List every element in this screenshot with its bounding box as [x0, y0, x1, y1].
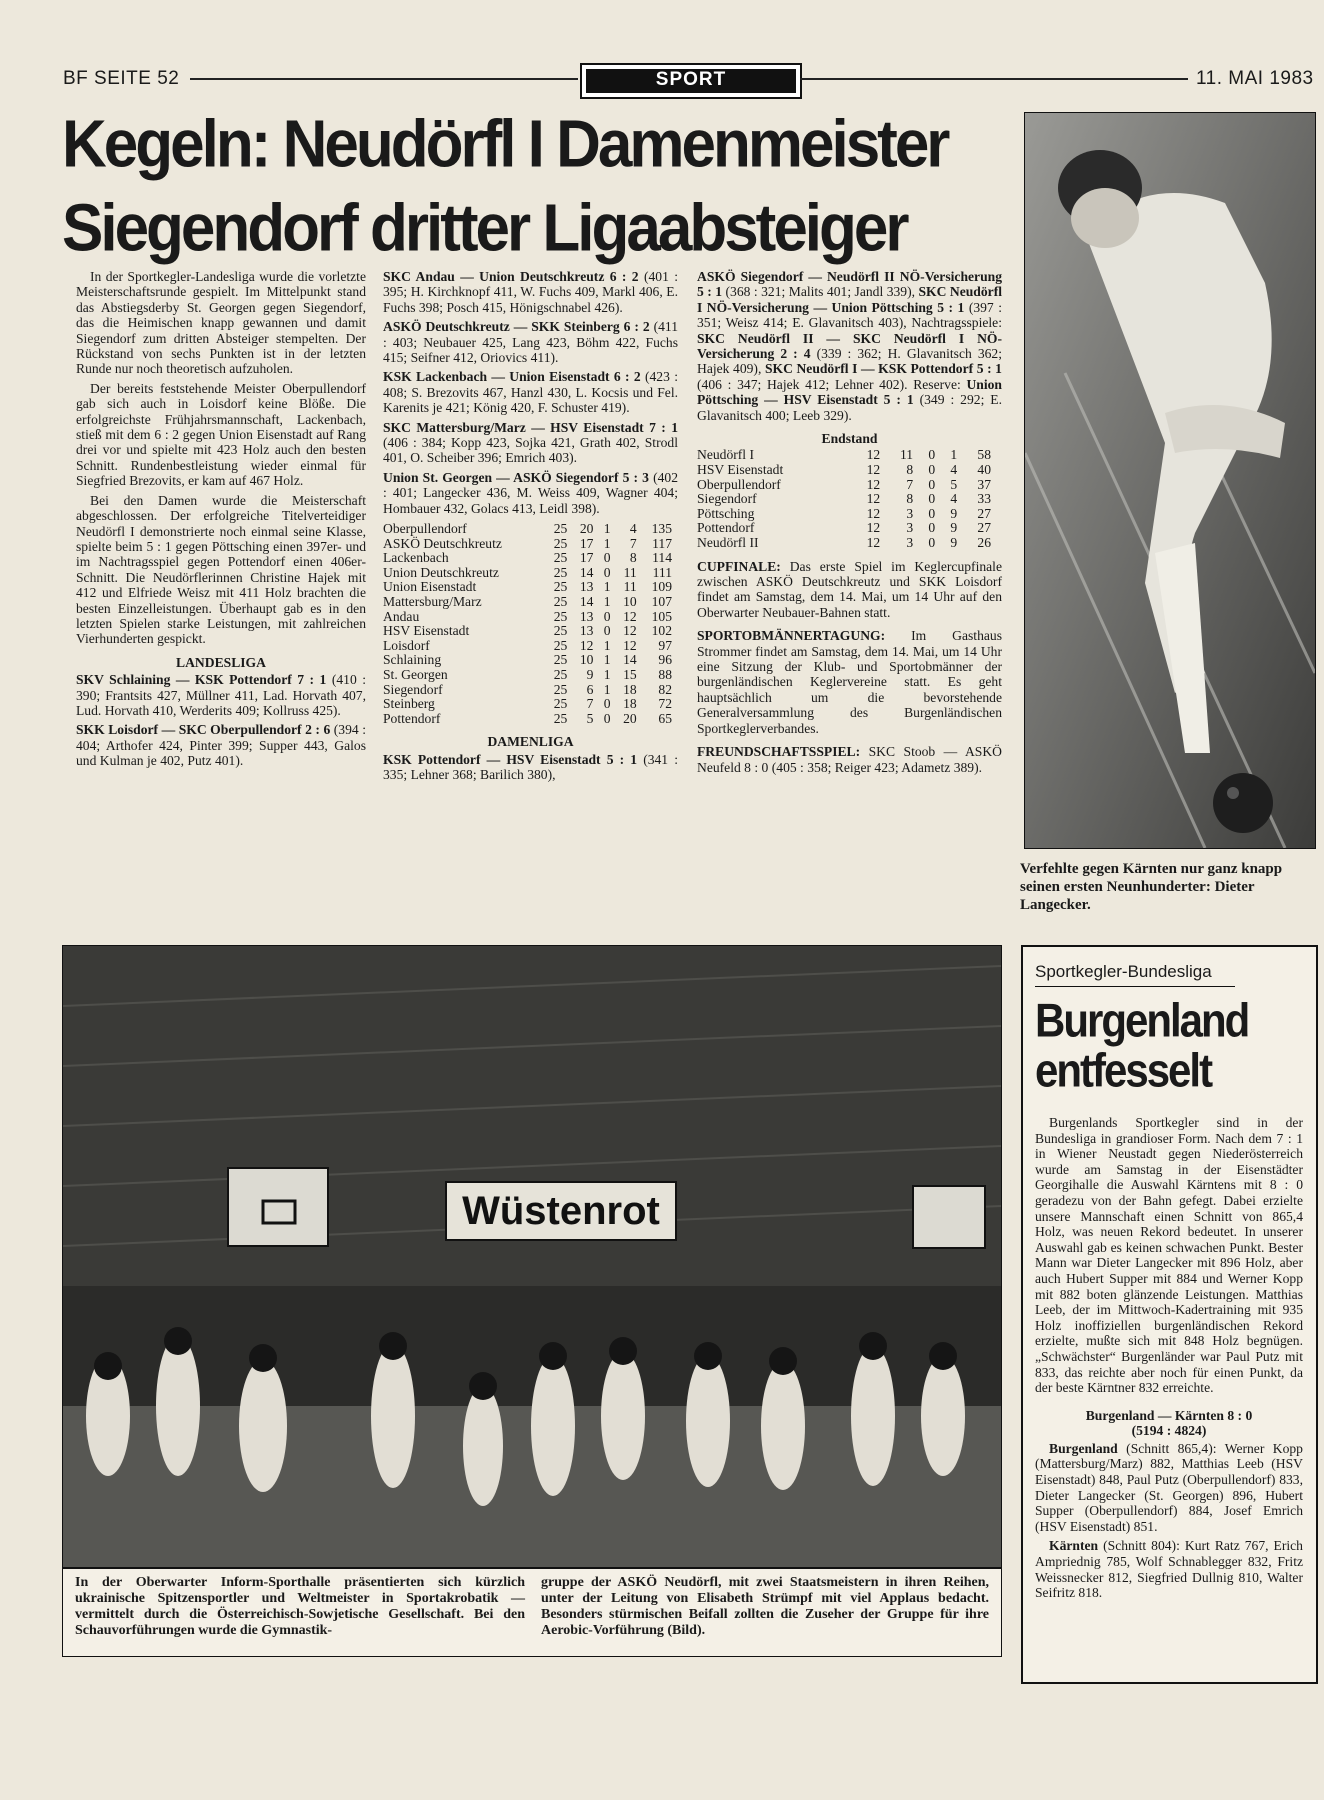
standings-value: 8	[906, 462, 914, 478]
team-name: Andau	[383, 608, 420, 624]
sidebar-kicker-rule	[1035, 986, 1235, 987]
team-name: Neudörfl I	[697, 447, 754, 463]
article-paragraph: In der Sportkegler-Landesliga wurde die vorletzte Meisterschaftsrunde gespielt. Im Mittelpunkt stand das Abstiegsderby St. Georgen gegen Siegendorf, das die Heimischen knapp gewannen und damit Siegendorf zum dritten Absteiger stempelten. Der Rückstand von sechs Punkten ist in der letzten Runde nur noch theoretisch aufzuholen.	[76, 269, 366, 377]
standings-value: 10	[623, 594, 637, 610]
banner-text: Wüstenrot	[462, 1189, 660, 1233]
gymnastics-illustration	[63, 946, 1001, 1656]
standings-value: 1	[603, 594, 611, 610]
team-name: ASKÖ Deutschkreutz	[383, 535, 502, 551]
standings-value: 14	[623, 652, 637, 668]
article-column-1	[76, 269, 366, 773]
standings-row	[383, 595, 678, 610]
standings-value: 12	[866, 462, 881, 478]
standings-value: 13	[579, 608, 594, 624]
standings-value: 1	[603, 521, 611, 537]
standings-value: 17	[579, 535, 594, 551]
article-column-2	[383, 269, 678, 787]
standings-value: 11	[623, 564, 637, 580]
standings-value: 20	[623, 710, 637, 726]
result-entry: KSK Pottendorf — HSV Eisenstadt 5 : 1 (341 : 335; Lehner 368; Barilich 380),	[383, 751, 679, 783]
endstand-heading: Endstand	[821, 431, 878, 447]
damen-standings-table	[697, 448, 997, 550]
sidebar-paragraph: Burgenlands Sportkegler sind in der Bundesliga in grandioser Form. Nach dem 7 : 1 in Wiener Neustadt gegen Niederösterreich wurde am Samstag in der Eisenstädter Georgihalle die Auswahl Kärntens mit 8 : 0 geradezu von der Bahn gefegt. Dabei erzielte unsere Mannschaft einen Schnitt von 865,4 Holz, was neuen Rekord bedeutet. In unserer Auswahl gab es keinen schwachen Punkt. Bester Mann war Dieter Langecker mit 896 Holz, aber auch Hubert Supper mit 884 und Werner Kopp mit 882 boten glänzende Leistungen. Matthias Leeb, der im Mittwoch-Kadertraining mit 935 Holz inoffiziellen burgenländischen Rekord erzielte, mußte sich mit 848 Holz begnügen. „Schwächster“ Burgenländer war Paul Putz mit 833, das reichte aber noch für einen Punkt, da der beste Kärntner 832 erreichte.	[1035, 1115, 1303, 1396]
sidebar-body	[1035, 1115, 1303, 1605]
standings-value: 18	[623, 696, 637, 712]
standings-row	[383, 683, 678, 698]
standings-value: 25	[553, 667, 568, 683]
standings-row	[383, 551, 678, 566]
standings-value: 3	[906, 505, 914, 521]
standings-value: 72	[658, 696, 672, 712]
team-name: Pottendorf	[383, 710, 441, 726]
standings-value: 25	[553, 696, 568, 712]
team-name: Schlaining	[383, 652, 442, 668]
team-name: St. Georgen	[383, 667, 448, 683]
standings-value: 3	[906, 520, 914, 536]
section-label-box	[580, 63, 802, 99]
headline-line1: Kegeln: Neudörfl I Damenmeister	[62, 106, 948, 182]
standings-row	[697, 507, 997, 522]
standings-value: 27	[977, 520, 991, 536]
standings-row	[383, 610, 678, 625]
standings-value: 96	[658, 652, 672, 668]
gymnastics-caption-left: In der Oberwarter Inform-Sporthalle präsentierten sich kürzlich ukrainische Spitzensportler und Weltmeister in Sportakrobatik — vermittelt durch die Österreichisch-Sowjetische Gesellschaft. Bei den Schauvorführungen wurde die Gymnastik-	[75, 1575, 525, 1638]
standings-value: 12	[623, 608, 637, 624]
standings-value: 8	[906, 491, 914, 507]
bowler-photo-caption: Verfehlte gegen Kärnten nur ganz knapp seinen ersten Neunhunderter: Dieter Langecker.	[1020, 861, 1283, 913]
standings-value: 10	[579, 652, 594, 668]
result-entry: SKC Andau — Union Deutschkreutz 6 : 2 (401 : 395; H. Kirchknopf 411, W. Fuchs 409, Markl 406, E. Fuchs 398; Posch 415, Hönigschnabel 426).	[383, 269, 679, 315]
standings-value: 25	[553, 550, 568, 566]
team-name: Pöttsching	[697, 505, 755, 521]
team-name: Lackenbach	[383, 550, 449, 566]
standings-row	[383, 639, 678, 654]
standings-row	[697, 492, 997, 507]
standings-value: 1	[950, 447, 958, 463]
sidebar-result-score: (5194 : 4824)	[1131, 1423, 1207, 1439]
standings-value: 12	[623, 637, 637, 653]
standings-value: 14	[579, 564, 594, 580]
team-name: HSV Eisenstadt	[383, 623, 470, 639]
standings-row	[383, 712, 678, 727]
standings-value: 88	[658, 667, 672, 683]
standings-row	[383, 697, 678, 712]
sidebar-title-line1: Burgenland	[1035, 994, 1249, 1047]
standings-value: 7	[906, 476, 914, 492]
standings-value: 0	[928, 505, 936, 521]
result-entry: ASKÖ Siegendorf — Neudörfl II NÖ-Versicherung 5 : 1 (368 : 321; Malits 401; Jandl 339), SKC Neudörfl I NÖ-Versicherung — Union Pöttsching 5 : 1 (397 : 351; Weisz 414; E. Glavanitsch 403), Nachtragsspiele: SKC Neudörfl II — SKC Neudörfl I NÖ-Versicherung 2 : 4 (339 : 362; H. Glavanitsch 362; Hajek 409), SKC Neudörfl I — KSK Pottendorf 5 : 1 (406 : 347; Hajek 412; Lehner 402). Reserve: Union Pöttsching — HSV Eisenstadt 5 : 1 (349 : 292; E. Glavanitsch 400; Leeb 329).	[697, 269, 1002, 423]
standings-value: 117	[652, 535, 672, 551]
team-name: Mattersburg/Marz	[383, 594, 482, 610]
standings-value: 25	[553, 637, 568, 653]
result-entry: SKV Schlaining — KSK Pottendorf 7 : 1 (410 : 390; Frantsits 427, Müllner 411, Lad. Horvath 407, Lud. Horvath 410, Werderits 409; Kollruss 425).	[76, 672, 367, 718]
standings-value: 1	[603, 667, 611, 683]
standings-value: 12	[866, 447, 881, 463]
standings-value: 0	[928, 535, 936, 551]
team-name: Siegendorf	[697, 491, 757, 507]
standings-row	[383, 537, 678, 552]
standings-row	[383, 668, 678, 683]
standings-value: 0	[928, 476, 936, 492]
gymnastics-caption-right: gruppe der ASKÖ Neudörfl, mit zwei Staatsmeistern in ihren Reihen, unter der Leitung von Elisabeth Strümpf mit viel Applaus bedacht. Besonders stürmischen Beifall zollten die Zuseher der Gruppe für ihre Aerobic-Vorführung (Bild).	[541, 1575, 989, 1638]
standings-value: 25	[553, 608, 568, 624]
sidebar-kaernten-lineup: Kärnten (Schnitt 804): Kurt Ratz 767, Erich Ampriednig 785, Wolf Schnablegger 832, Fritz Weissnecker 812, Siegfried Dullnig 810, Walter Seifritz 818.	[1035, 1538, 1303, 1601]
sidebar-burgenland-lineup: Burgenland (Schnitt 865,4): Werner Kopp (Mattersburg/Marz) 882, Matthias Leeb (HSV Eisenstadt) 848, Paul Putz (Oberpullendorf) 833, Dieter Langecker (St. Georgen) 896, Hubert Supper (Oberpullendorf) 884, Josef Emrich (HSV Eisenstadt) 851.	[1035, 1440, 1303, 1534]
sidebar-title-line2: entfesselt	[1035, 1044, 1212, 1097]
standings-value: 1	[603, 681, 611, 697]
standings-value: 0	[928, 491, 936, 507]
header-rule-left	[190, 78, 578, 80]
gymnastics-caption-box	[63, 1567, 1001, 1657]
team-name: Oberpullendorf	[697, 476, 781, 492]
standings-row	[383, 566, 678, 581]
standings-value: 33	[977, 491, 991, 507]
standings-value: 9	[950, 535, 958, 551]
standings-value: 0	[603, 710, 611, 726]
standings-value: 12	[866, 491, 881, 507]
standings-value: 7	[586, 696, 594, 712]
standings-value: 25	[553, 623, 568, 639]
standings-value: 13	[579, 623, 594, 639]
standings-value: 11	[623, 579, 637, 595]
standings-value: 1	[603, 579, 611, 595]
standings-value: 0	[603, 623, 611, 639]
landesliga-heading: LANDESLIGA	[176, 654, 266, 670]
team-name: Oberpullendorf	[383, 521, 467, 537]
standings-value: 12	[623, 623, 637, 639]
standings-value: 12	[866, 505, 881, 521]
standings-value: 12	[866, 476, 881, 492]
standings-value: 9	[586, 667, 594, 683]
team-name: HSV Eisenstadt	[697, 462, 784, 478]
standings-value: 11	[900, 447, 914, 463]
standings-value: 107	[651, 594, 672, 610]
standings-value: 4	[950, 491, 958, 507]
standings-value: 37	[977, 476, 991, 492]
standings-value: 18	[623, 681, 637, 697]
standings-value: 105	[651, 608, 672, 624]
team-name: Siegendorf	[383, 681, 443, 697]
bowler-illustration	[1025, 113, 1315, 848]
standings-value: 25	[553, 564, 568, 580]
gymnastics-photo	[62, 945, 1002, 1657]
standings-row	[697, 463, 997, 478]
standings-value: 0	[928, 447, 936, 463]
standings-value: 0	[603, 696, 611, 712]
standings-value: 25	[553, 710, 568, 726]
standings-value: 25	[553, 681, 568, 697]
standings-value: 1	[603, 652, 611, 668]
standings-value: 111	[652, 564, 672, 580]
standings-value: 82	[658, 681, 672, 697]
news-item-tagung: SPORTOBMÄNNERTAGUNG: Im Gasthaus Strommer findet am Samstag, dem 14. Mai, um 14 Uhr eine Sitzung der Klub- und Sportobmänner der burgenländischen Keglervereine statt. Es geht hauptsächlich um die bevorstehende Generalversammlung des Burgenländischen Sportkeglerverbandes.	[697, 628, 1002, 736]
article-paragraph: Bei den Damen wurde die Meisterschaft abgeschlossen. Der erfolgreiche Titelverteidiger Neudörfl I demonstrierte noch einmal seine Klasse, spielte beim 5 : 1 gegen Pöttsching einen 397er- und im Nachtragsspiel gegen Pottendorf einen 406er-Schnitt. Die Neudörflerinnen Christine Hajek mit 412 und Elfriede Weisz mit 411 Holz brachten die besten Einzelleistungen. Überhaupt gab es in den letzten Spielen starke Leistungen, mit zahlreichen Vierhunderten gespickt.	[76, 492, 366, 647]
standings-value: 40	[977, 462, 991, 478]
team-name: Neudörfl II	[697, 535, 759, 551]
standings-value: 109	[651, 579, 672, 595]
standings-row	[383, 522, 678, 537]
standings-row	[697, 448, 997, 463]
standings-value: 58	[977, 447, 991, 463]
result-entry: Union St. Georgen — ASKÖ Siegendorf 5 : 3 (402 : 401; Langecker 436, M. Weiss 409, Wagner 404; Hombauer 432, Golacs 413, Leidl 398).	[383, 469, 678, 516]
standings-value: 25	[553, 652, 568, 668]
issue-date: 11. MAI 1983	[1196, 68, 1314, 89]
standings-value: 4	[950, 462, 958, 478]
sidebar-kicker: Sportkegler-Bundesliga	[1035, 962, 1212, 981]
landesliga-standings-table	[383, 522, 678, 726]
result-entry: SKK Loisdorf — SKC Oberpullendorf 2 : 6 (394 : 404; Arthofer 424, Pinter 399; Supper 443, Galos und Kulman je 402, Putz 401).	[76, 722, 366, 769]
team-name: Steinberg	[383, 696, 435, 712]
standings-value: 13	[579, 579, 594, 595]
standings-value: 135	[651, 521, 672, 537]
standings-value: 65	[658, 710, 672, 726]
standings-value: 25	[553, 535, 568, 551]
standings-value: 7	[629, 535, 637, 551]
bundesliga-sidebar	[1021, 945, 1318, 1684]
standings-value: 9	[950, 520, 958, 536]
standings-value: 0	[928, 520, 936, 536]
sidebar-result-title: Burgenland — Kärnten 8 : 0	[1085, 1407, 1253, 1423]
standings-value: 97	[658, 637, 672, 653]
standings-value: 17	[579, 550, 594, 566]
standings-value: 4	[629, 521, 637, 537]
standings-value: 6	[586, 681, 594, 697]
standings-value: 5	[950, 476, 958, 492]
team-name: Union Deutschkreutz	[383, 564, 499, 580]
standings-value: 20	[579, 521, 594, 537]
standings-value: 8	[629, 550, 637, 566]
article-column-3	[697, 269, 1002, 779]
standings-value: 25	[553, 594, 568, 610]
standings-value: 1	[603, 637, 611, 653]
team-name: Loisdorf	[383, 637, 430, 653]
standings-value: 12	[579, 637, 594, 653]
standings-value: 15	[623, 667, 637, 683]
page-number: BF SEITE 52	[63, 68, 180, 89]
standings-value: 25	[553, 579, 568, 595]
standings-value: 0	[928, 462, 936, 478]
bowler-photo	[1024, 112, 1316, 849]
standings-value: 25	[553, 521, 568, 537]
standings-value: 26	[977, 535, 991, 551]
standings-value: 1	[603, 535, 611, 551]
standings-row	[697, 478, 997, 493]
standings-value: 0	[603, 550, 611, 566]
standings-value: 5	[586, 710, 594, 726]
standings-value: 14	[579, 594, 594, 610]
article-paragraph: Der bereits feststehende Meister Oberpullendorf gab sich auch in Loisdorf keine Blöße. Die erfolgreichste Frühjahrsmannschaft, Lackenbach, stieß mit dem 6 : 2 gegen Union Eisenstadt auf Rang drei vor und spielte mit 423 Holz auch den besten Schnitt. Rundenbestleistung wieder einmal für Siegfried Brezovits, er kam auf 467 Holz.	[76, 380, 366, 489]
standings-value: 12	[866, 535, 881, 551]
standings-value: 0	[603, 608, 611, 624]
headline-line2: Siegendorf dritter Ligaabsteiger	[62, 190, 907, 266]
standings-value: 9	[950, 505, 958, 521]
news-item-freundschaftsspiel: FREUNDSCHAFTSSPIEL: SKC Stoob — ASKÖ Neufeld 8 : 0 (405 : 358; Reiger 423; Adametz 389).	[697, 744, 1002, 775]
header-rule-right	[800, 78, 1188, 80]
standings-row	[383, 580, 678, 595]
result-entry: ASKÖ Deutschkreutz — SKK Steinberg 6 : 2 (411 : 403; Neubauer 425, Lang 423, Böhm 422, Fuchs 415; Seifner 412, Oriovics 411).	[383, 319, 678, 366]
standings-value: 102	[651, 623, 672, 639]
news-item-cupfinale: CUPFINALE: Das erste Spiel im Keglercupfinale zwischen ASKÖ Deutschkreutz und SKK Loisdorf findet am Samstag, dem 14. Mai, um 14 Uhr auf den Oberwarter Neubauer-Bahnen statt.	[697, 558, 1002, 620]
section-label: SPORT	[586, 69, 796, 93]
damenliga-heading: DAMENLIGA	[487, 734, 574, 750]
result-entry: SKC Mattersburg/Marz — HSV Eisenstadt 7 : 1 (406 : 384; Kopp 423, Sojka 421, Grath 402, Strodl 401, O. Scheiber 396; Emrich 403).	[383, 419, 678, 466]
standings-row	[383, 653, 678, 668]
team-name: Pottendorf	[697, 520, 755, 536]
standings-row	[697, 521, 997, 536]
result-entry: KSK Lackenbach — Union Eisenstadt 6 : 2 (423 : 408; S. Brezovits 467, Hanzl 430, L. Kocsis und Fel. Karenits je 421; König 420, F. Schuster 419).	[383, 369, 679, 416]
standings-value: 27	[977, 505, 991, 521]
standings-value: 3	[906, 535, 914, 551]
standings-value: 0	[603, 564, 611, 580]
team-name: Union Eisenstadt	[383, 579, 477, 595]
standings-row	[383, 624, 678, 639]
standings-value: 12	[866, 520, 881, 536]
standings-value: 114	[652, 550, 672, 566]
standings-row	[697, 536, 997, 551]
